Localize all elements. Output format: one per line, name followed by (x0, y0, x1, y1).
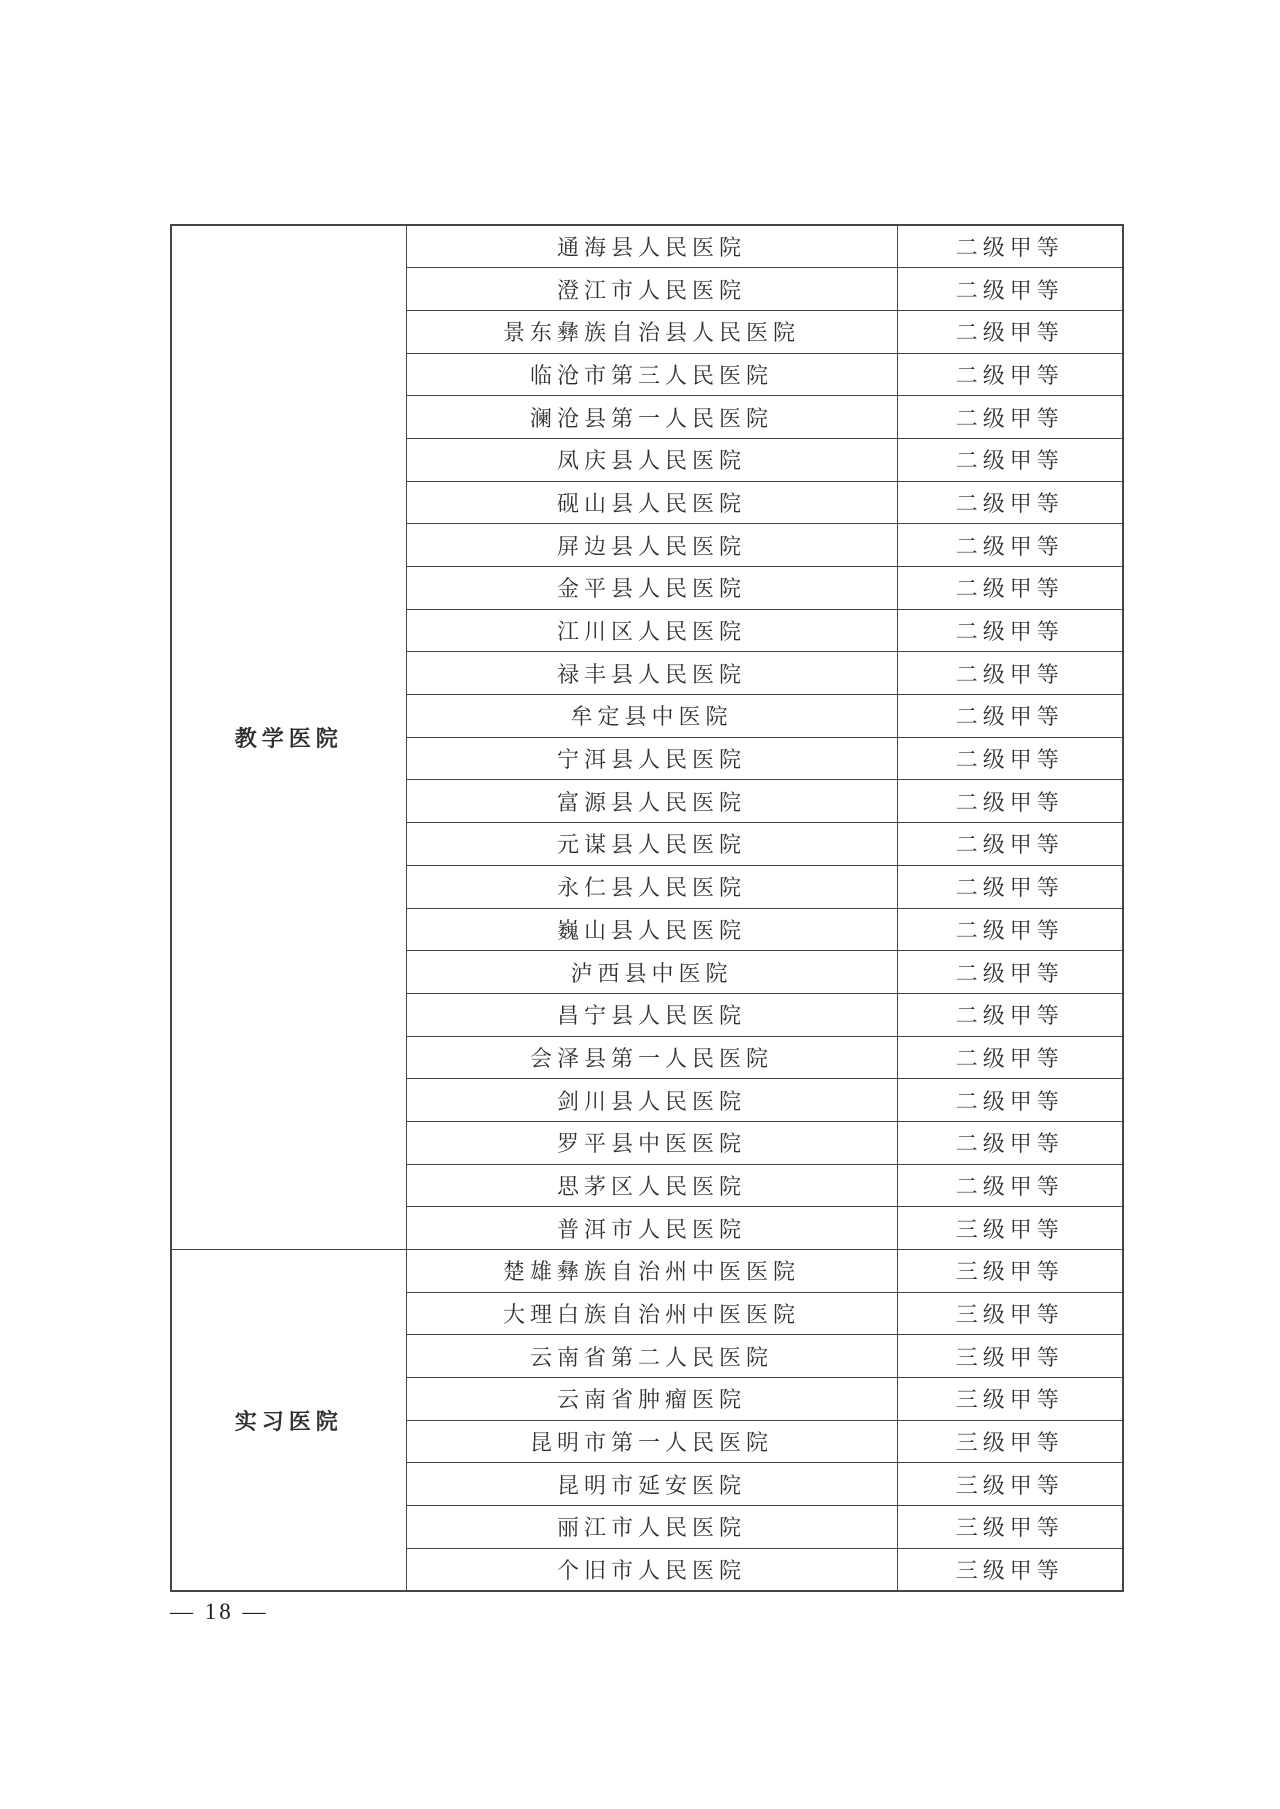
hospital-name-cell: 元谋县人民医院 (406, 823, 897, 866)
grade-cell: 二级甲等 (897, 268, 1123, 311)
hospital-name-cell: 昆明市延安医院 (406, 1463, 897, 1506)
hospital-table-body (171, 225, 1123, 1591)
grade-cell: 二级甲等 (897, 865, 1123, 908)
grade-cell: 二级甲等 (897, 524, 1123, 567)
hospital-name-cell: 宁洱县人民医院 (406, 737, 897, 780)
grade-cell: 三级甲等 (897, 1548, 1123, 1591)
hospital-name-cell: 金平县人民医院 (406, 567, 897, 610)
grade-cell: 二级甲等 (897, 652, 1123, 695)
grade-cell: 三级甲等 (897, 1292, 1123, 1335)
hospital-name-cell: 昌宁县人民医院 (406, 993, 897, 1036)
grade-cell: 二级甲等 (897, 993, 1123, 1036)
hospital-name-cell: 景东彝族自治县人民医院 (406, 310, 897, 353)
grade-cell: 三级甲等 (897, 1250, 1123, 1293)
hospital-name-cell: 巍山县人民医院 (406, 908, 897, 951)
hospital-name-cell: 罗平县中医医院 (406, 1121, 897, 1164)
grade-cell: 二级甲等 (897, 695, 1123, 738)
hospital-name-cell: 思茅区人民医院 (406, 1164, 897, 1207)
hospital-name-cell: 牟定县中医院 (406, 695, 897, 738)
hospital-name-cell: 通海县人民医院 (406, 225, 897, 268)
grade-cell: 三级甲等 (897, 1420, 1123, 1463)
page-number: — 18 — (170, 1599, 269, 1624)
hospital-name-cell: 江川区人民医院 (406, 609, 897, 652)
hospital-name-cell: 富源县人民医院 (406, 780, 897, 823)
hospital-name-cell: 临沧市第三人民医院 (406, 353, 897, 396)
table-row (171, 225, 1123, 268)
grade-cell: 二级甲等 (897, 225, 1123, 268)
grade-cell: 二级甲等 (897, 1164, 1123, 1207)
hospital-name-cell: 昆明市第一人民医院 (406, 1420, 897, 1463)
hospital-name-cell: 砚山县人民医院 (406, 481, 897, 524)
hospital-table (170, 224, 1124, 1592)
table-row (171, 1250, 1123, 1293)
section-label: 实习医院 (171, 1250, 406, 1592)
grade-cell: 二级甲等 (897, 438, 1123, 481)
hospital-name-cell: 普洱市人民医院 (406, 1207, 897, 1250)
grade-cell: 二级甲等 (897, 481, 1123, 524)
grade-cell: 三级甲等 (897, 1506, 1123, 1549)
hospital-name-cell: 楚雄彝族自治州中医医院 (406, 1250, 897, 1293)
hospital-name-cell: 澜沧县第一人民医院 (406, 396, 897, 439)
hospital-name-cell: 泸西县中医院 (406, 951, 897, 994)
grade-cell: 二级甲等 (897, 353, 1123, 396)
grade-cell: 二级甲等 (897, 737, 1123, 780)
grade-cell: 二级甲等 (897, 908, 1123, 951)
hospital-name-cell: 大理白族自治州中医医院 (406, 1292, 897, 1335)
grade-cell: 三级甲等 (897, 1207, 1123, 1250)
grade-cell: 二级甲等 (897, 396, 1123, 439)
hospital-name-cell: 禄丰县人民医院 (406, 652, 897, 695)
grade-cell: 二级甲等 (897, 609, 1123, 652)
grade-cell: 二级甲等 (897, 780, 1123, 823)
grade-cell: 二级甲等 (897, 310, 1123, 353)
hospital-name-cell: 会泽县第一人民医院 (406, 1036, 897, 1079)
hospital-name-cell: 丽江市人民医院 (406, 1506, 897, 1549)
hospital-name-cell: 个旧市人民医院 (406, 1548, 897, 1591)
grade-cell: 二级甲等 (897, 1121, 1123, 1164)
hospital-name-cell: 云南省肿瘤医院 (406, 1378, 897, 1421)
grade-cell: 三级甲等 (897, 1335, 1123, 1378)
grade-cell: 二级甲等 (897, 1036, 1123, 1079)
grade-cell: 二级甲等 (897, 823, 1123, 866)
grade-cell: 二级甲等 (897, 567, 1123, 610)
hospital-name-cell: 屏边县人民医院 (406, 524, 897, 567)
hospital-name-cell: 永仁县人民医院 (406, 865, 897, 908)
hospital-name-cell: 澄江市人民医院 (406, 268, 897, 311)
grade-cell: 二级甲等 (897, 1079, 1123, 1122)
hospital-name-cell: 凤庆县人民医院 (406, 438, 897, 481)
grade-cell: 三级甲等 (897, 1378, 1123, 1421)
section-label: 教学医院 (171, 225, 406, 1250)
grade-cell: 三级甲等 (897, 1463, 1123, 1506)
grade-cell: 二级甲等 (897, 951, 1123, 994)
hospital-name-cell: 剑川县人民医院 (406, 1079, 897, 1122)
hospital-name-cell: 云南省第二人民医院 (406, 1335, 897, 1378)
